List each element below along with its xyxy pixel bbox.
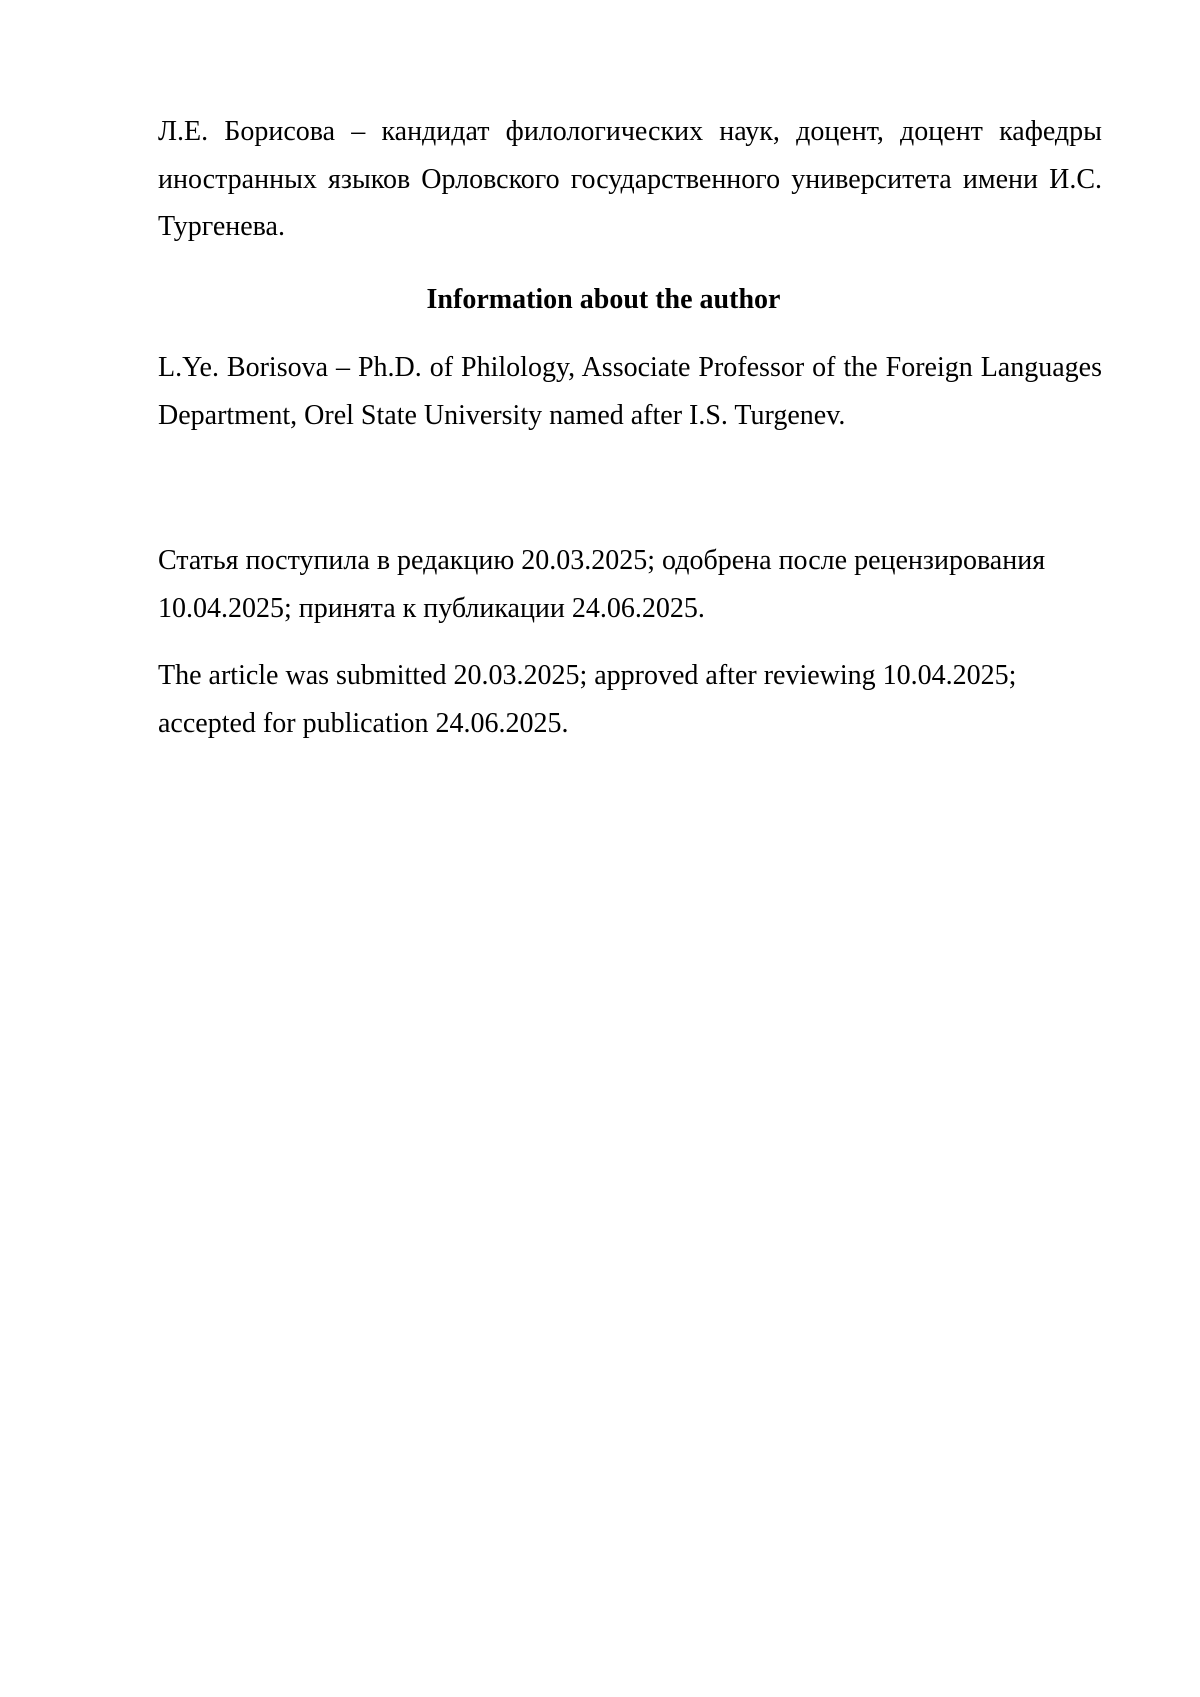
author-info-ru-paragraph: Л.Е. Борисова – кандидат филологических наук, доцент, доцент кафедры иностранных языков Орловского государственного университета имени И.С. Тургенева. xyxy=(158,116,1102,242)
submission-dates-ru-paragraph: Статья поступила в редакцию 20.03.2025; одобрена после рецензирования 10.04.2025; принята к публикации 24.06.2025. xyxy=(158,545,1046,624)
author-info-en-paragraph: L.Ye. Borisova – Ph.D. of Philology, Associate Professor of the Foreign Languages Department, Orel State University named after I.S. Turgenev. xyxy=(158,352,1102,431)
information-about-author-heading: Information about the author xyxy=(426,283,781,315)
submission-dates-en-paragraph: The article was submitted 20.03.2025; approved after reviewing 10.04.2025; accepted for publication 24.06.2025. xyxy=(158,660,1017,739)
